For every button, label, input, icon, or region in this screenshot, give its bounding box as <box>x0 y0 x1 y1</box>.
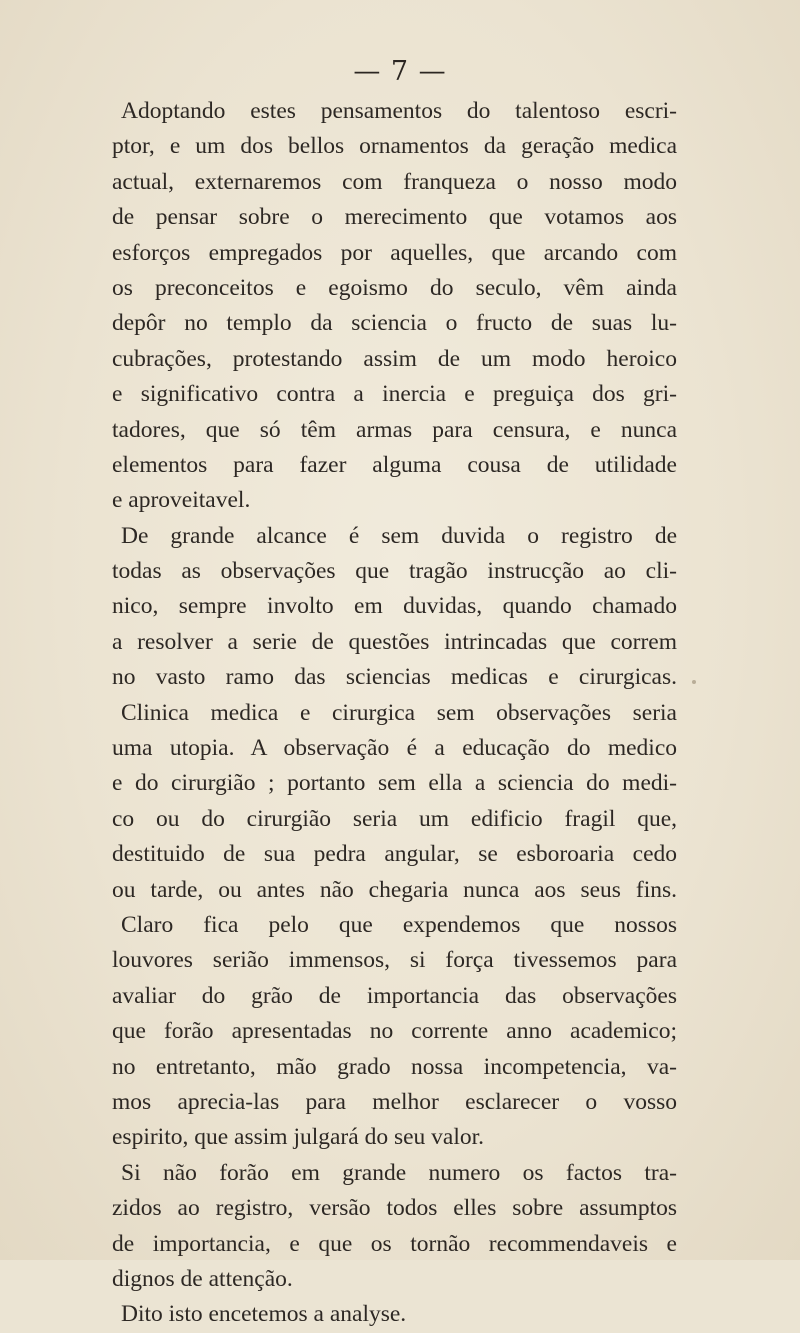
text-line: e aproveitavel. <box>112 487 251 514</box>
text-line: depôr no templo da sciencia o fructo de suas lu- <box>112 310 677 337</box>
text-line: no vasto ramo das sciencias medicas e cirurgicas. <box>112 664 677 691</box>
text-line: elementos para fazer alguma cousa de utilidade <box>112 451 677 478</box>
text-line: Clinica medica e cirurgica sem observações seria <box>121 699 677 726</box>
text-line: esforços empregados por aquelles, que arcando com <box>112 239 677 266</box>
text-line: nico, sempre involto em duvidas, quando chamado <box>112 593 677 620</box>
text-line: destituido de sua pedra angular, se esboroaria cedo <box>112 841 677 868</box>
text-line: co ou do cirurgião seria um edificio fragil que, <box>112 805 677 832</box>
text-line: actual, externaremos com franqueza o nosso modo <box>112 168 677 195</box>
text-line: de pensar sobre o merecimento que votamos aos <box>112 204 677 231</box>
page-number: — 7 — <box>353 56 447 87</box>
body-text <box>112 94 677 1333</box>
text-line: que forão apresentadas no corrente anno academico; <box>112 1018 677 1045</box>
text-line: uma utopia. A observação é a educação do medico <box>112 735 677 762</box>
text-line: e do cirurgião ; portanto sem ella a sciencia do medi- <box>112 770 677 797</box>
text-line: Si não forão em grande numero os factos tra- <box>121 1159 677 1186</box>
text-line: tadores, que só têm armas para censura, e nunca <box>112 416 677 443</box>
text-line: Claro fica pelo que expendemos que nossos <box>121 911 677 938</box>
text-line: a resolver a serie de questões intrincadas que correm <box>112 628 677 655</box>
text-line: Dito isto encetemos a analyse. <box>121 1301 407 1328</box>
text-line: todas as observações que tragão instrucção ao cli- <box>112 558 677 585</box>
text-line: os preconceitos e egoismo do seculo, vêm ainda <box>112 274 677 301</box>
text-line: mos aprecia-las para melhor esclarecer o vosso <box>112 1088 677 1115</box>
text-line: cubrações, protestando assim de um modo heroico <box>112 345 677 372</box>
text-line: de importancia, e que os tornão recommendaveis e <box>112 1230 677 1257</box>
text-line: e significativo contra a inercia e preguiça dos gri- <box>112 381 677 408</box>
text-line: Adoptando estes pensamentos do talentoso escri- <box>121 98 677 124</box>
text-line: louvores serião immensos, si força tivessemos para <box>112 947 677 974</box>
text-line: ptor, e um dos bellos ornamentos da geração medica <box>112 133 677 160</box>
text-line: ou tarde, ou antes não chegaria nunca aos seus fins. <box>112 876 677 903</box>
text-line: dignos de attenção. <box>112 1265 293 1292</box>
text-line: no entretanto, mão grado nossa incompetencia, va- <box>112 1053 677 1080</box>
text-line: espirito, que assim julgará do seu valor. <box>112 1124 485 1151</box>
margin-speck <box>692 680 696 684</box>
text-line: avaliar do grão de importancia das observações <box>112 982 677 1009</box>
text-line: zidos ao registro, versão todos elles sobre assumptos <box>112 1195 677 1222</box>
text-line: De grande alcance é sem duvida o registro de <box>121 522 677 549</box>
